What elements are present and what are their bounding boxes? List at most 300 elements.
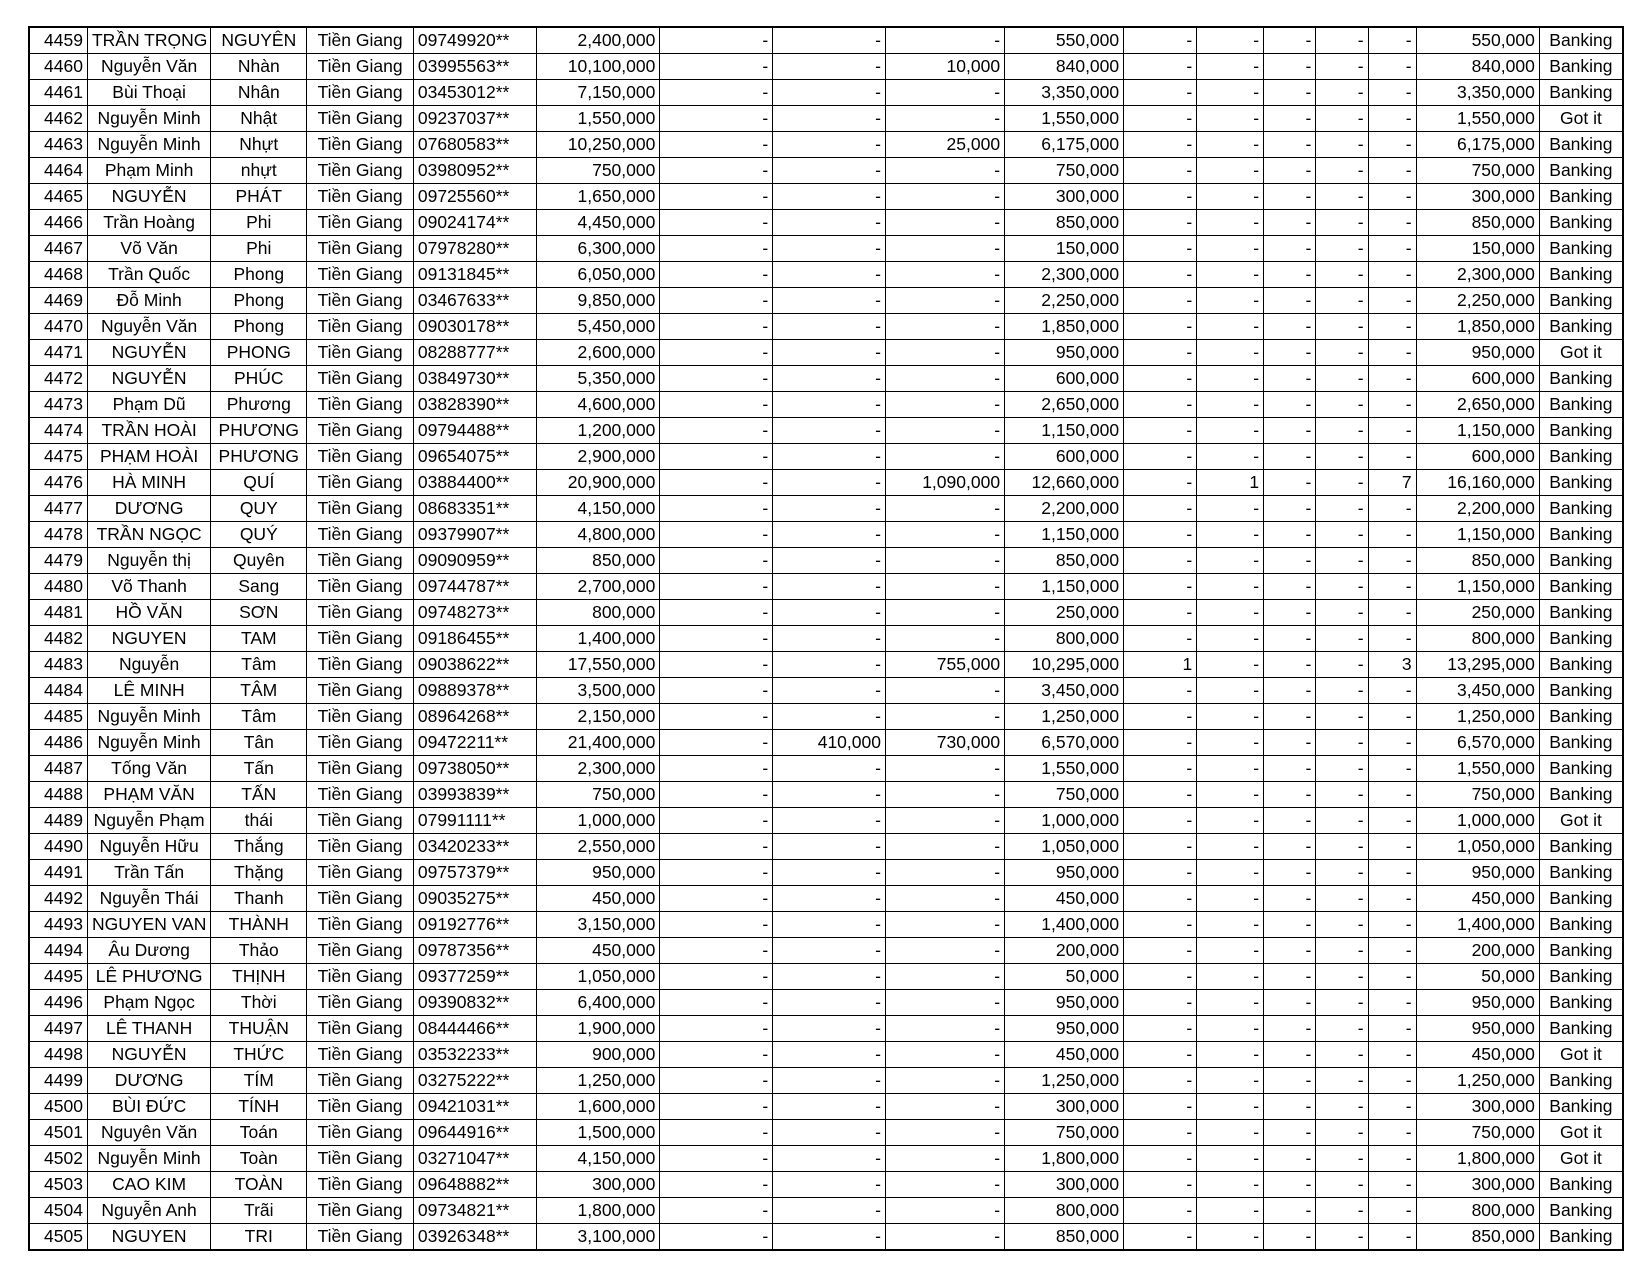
count-c-cell: - — [1264, 704, 1316, 730]
amount-final-cell: 1,400,000 — [1416, 912, 1539, 938]
amount-col-a-cell: - — [660, 938, 773, 964]
count-e-cell: - — [1368, 1068, 1416, 1094]
amount-total-cell: 750,000 — [537, 158, 660, 184]
count-e-cell: - — [1368, 54, 1416, 80]
count-c-cell: - — [1264, 444, 1316, 470]
phone-cell: 03993839** — [413, 782, 536, 808]
count-c-cell: - — [1264, 600, 1316, 626]
count-b-cell: - — [1197, 990, 1264, 1016]
amount-col-c-cell: - — [885, 938, 1004, 964]
amount-paid-cell: 1,550,000 — [1005, 756, 1124, 782]
payment-method-cell: Banking — [1539, 444, 1623, 470]
count-c-cell: - — [1264, 236, 1316, 262]
amount-col-b-cell: - — [773, 626, 886, 652]
count-d-cell: - — [1316, 600, 1368, 626]
first-name-cell: Thắng — [211, 834, 307, 860]
phone-cell: 03420233** — [413, 834, 536, 860]
amount-col-c-cell: 10,000 — [885, 54, 1004, 80]
last-name-cell: TRẦN HOÀI — [87, 418, 210, 444]
payment-method-cell: Banking — [1539, 574, 1623, 600]
amount-col-b-cell: - — [773, 522, 886, 548]
record-id-cell: 4464 — [29, 158, 87, 184]
amount-final-cell: 6,175,000 — [1416, 132, 1539, 158]
first-name-cell: Thặng — [211, 860, 307, 886]
count-b-cell: - — [1197, 1016, 1264, 1042]
province-cell: Tiền Giang — [307, 704, 414, 730]
count-d-cell: - — [1316, 1146, 1368, 1172]
phone-cell: 03849730** — [413, 366, 536, 392]
count-d-cell: - — [1316, 782, 1368, 808]
amount-final-cell: 50,000 — [1416, 964, 1539, 990]
count-e-cell: - — [1368, 1172, 1416, 1198]
amount-col-b-cell: - — [773, 704, 886, 730]
amount-paid-cell: 750,000 — [1005, 158, 1124, 184]
count-c-cell: - — [1264, 470, 1316, 496]
record-id-cell: 4500 — [29, 1094, 87, 1120]
count-a-cell: - — [1124, 1016, 1197, 1042]
first-name-cell: QUÝ — [211, 522, 307, 548]
first-name-cell: NGUYÊN — [211, 27, 307, 54]
count-a-cell: - — [1124, 340, 1197, 366]
count-e-cell: - — [1368, 340, 1416, 366]
count-e-cell: - — [1368, 1016, 1416, 1042]
payment-method-cell: Banking — [1539, 548, 1623, 574]
count-a-cell: - — [1124, 678, 1197, 704]
count-a-cell: - — [1124, 132, 1197, 158]
amount-final-cell: 2,650,000 — [1416, 392, 1539, 418]
payment-method-cell: Banking — [1539, 288, 1623, 314]
count-b-cell: - — [1197, 184, 1264, 210]
amount-col-c-cell: - — [885, 1042, 1004, 1068]
amount-final-cell: 300,000 — [1416, 1094, 1539, 1120]
amount-paid-cell: 1,000,000 — [1005, 808, 1124, 834]
last-name-cell: TRẦN NGỌC — [87, 522, 210, 548]
payment-method-cell: Banking — [1539, 1198, 1623, 1224]
province-cell: Tiền Giang — [307, 340, 414, 366]
payment-method-cell: Banking — [1539, 236, 1623, 262]
record-id-cell: 4491 — [29, 860, 87, 886]
province-cell: Tiền Giang — [307, 1042, 414, 1068]
last-name-cell: Bùi Thoại — [87, 80, 210, 106]
phone-cell: 09648882** — [413, 1172, 536, 1198]
amount-col-a-cell: - — [660, 808, 773, 834]
amount-col-a-cell: - — [660, 574, 773, 600]
count-b-cell: - — [1197, 80, 1264, 106]
phone-cell: 03926348** — [413, 1224, 536, 1251]
count-b-cell: - — [1197, 808, 1264, 834]
amount-col-c-cell: - — [885, 80, 1004, 106]
table-row — [29, 1146, 1623, 1172]
record-id-cell: 4467 — [29, 236, 87, 262]
amount-col-b-cell: - — [773, 210, 886, 236]
amount-total-cell: 4,150,000 — [537, 496, 660, 522]
province-cell: Tiền Giang — [307, 470, 414, 496]
amount-paid-cell: 12,660,000 — [1005, 470, 1124, 496]
count-e-cell: - — [1368, 782, 1416, 808]
count-c-cell: - — [1264, 418, 1316, 444]
first-name-cell: PHÁT — [211, 184, 307, 210]
last-name-cell: Phạm Dũ — [87, 392, 210, 418]
count-d-cell: - — [1316, 1120, 1368, 1146]
province-cell: Tiền Giang — [307, 886, 414, 912]
amount-col-b-cell: - — [773, 756, 886, 782]
amount-col-c-cell: - — [885, 496, 1004, 522]
amount-paid-cell: 1,150,000 — [1005, 522, 1124, 548]
amount-col-c-cell: - — [885, 1172, 1004, 1198]
count-a-cell: - — [1124, 808, 1197, 834]
count-a-cell: - — [1124, 1120, 1197, 1146]
last-name-cell: Trần Quốc — [87, 262, 210, 288]
phone-cell: 09889378** — [413, 678, 536, 704]
count-d-cell: - — [1316, 340, 1368, 366]
amount-total-cell: 300,000 — [537, 1172, 660, 1198]
record-id-cell: 4469 — [29, 288, 87, 314]
first-name-cell: Phi — [211, 236, 307, 262]
amount-final-cell: 1,250,000 — [1416, 704, 1539, 730]
payment-method-cell: Got it — [1539, 1042, 1623, 1068]
count-d-cell: - — [1316, 1094, 1368, 1120]
amount-paid-cell: 750,000 — [1005, 1120, 1124, 1146]
record-id-cell: 4486 — [29, 730, 87, 756]
count-e-cell: - — [1368, 522, 1416, 548]
record-id-cell: 4459 — [29, 27, 87, 54]
count-b-cell: - — [1197, 27, 1264, 54]
province-cell: Tiền Giang — [307, 262, 414, 288]
record-id-cell: 4504 — [29, 1198, 87, 1224]
amount-paid-cell: 950,000 — [1005, 340, 1124, 366]
province-cell: Tiền Giang — [307, 210, 414, 236]
count-b-cell: - — [1197, 522, 1264, 548]
province-cell: Tiền Giang — [307, 1224, 414, 1251]
count-e-cell: - — [1368, 1224, 1416, 1251]
phone-cell: 03884400** — [413, 470, 536, 496]
count-e-cell: - — [1368, 27, 1416, 54]
province-cell: Tiền Giang — [307, 626, 414, 652]
amount-col-a-cell: - — [660, 158, 773, 184]
table-row — [29, 236, 1623, 262]
payment-method-cell: Banking — [1539, 366, 1623, 392]
count-b-cell: - — [1197, 834, 1264, 860]
last-name-cell: Nguyễn Phạm — [87, 808, 210, 834]
amount-total-cell: 5,450,000 — [537, 314, 660, 340]
phone-cell: 03453012** — [413, 80, 536, 106]
count-c-cell: - — [1264, 1120, 1316, 1146]
first-name-cell: Nhàn — [211, 54, 307, 80]
amount-col-a-cell: - — [660, 340, 773, 366]
table-row — [29, 1120, 1623, 1146]
payment-method-cell: Banking — [1539, 54, 1623, 80]
count-d-cell: - — [1316, 1016, 1368, 1042]
last-name-cell: Nguyên Văn — [87, 1120, 210, 1146]
count-e-cell: - — [1368, 236, 1416, 262]
payment-method-cell: Banking — [1539, 262, 1623, 288]
record-id-cell: 4492 — [29, 886, 87, 912]
amount-col-b-cell: - — [773, 808, 886, 834]
amount-col-c-cell: - — [885, 522, 1004, 548]
phone-cell: 09192776** — [413, 912, 536, 938]
phone-cell: 03828390** — [413, 392, 536, 418]
amount-col-c-cell: - — [885, 600, 1004, 626]
phone-cell: 03995563** — [413, 54, 536, 80]
amount-final-cell: 450,000 — [1416, 1042, 1539, 1068]
count-a-cell: - — [1124, 236, 1197, 262]
amount-total-cell: 1,650,000 — [537, 184, 660, 210]
record-id-cell: 4489 — [29, 808, 87, 834]
last-name-cell: HÀ MINH — [87, 470, 210, 496]
last-name-cell: LÊ THANH — [87, 1016, 210, 1042]
first-name-cell: Tâm — [211, 704, 307, 730]
table-body — [29, 27, 1623, 1250]
amount-col-c-cell: - — [885, 314, 1004, 340]
amount-total-cell: 950,000 — [537, 860, 660, 886]
amount-total-cell: 6,400,000 — [537, 990, 660, 1016]
amount-final-cell: 1,550,000 — [1416, 106, 1539, 132]
province-cell: Tiền Giang — [307, 990, 414, 1016]
phone-cell: 08964268** — [413, 704, 536, 730]
table-row — [29, 522, 1623, 548]
amount-paid-cell: 850,000 — [1005, 548, 1124, 574]
count-a-cell: - — [1124, 1198, 1197, 1224]
first-name-cell: PHONG — [211, 340, 307, 366]
amount-final-cell: 950,000 — [1416, 860, 1539, 886]
amount-total-cell: 1,550,000 — [537, 106, 660, 132]
first-name-cell: PHƯƠNG — [211, 444, 307, 470]
amount-total-cell: 20,900,000 — [537, 470, 660, 496]
count-b-cell: - — [1197, 1146, 1264, 1172]
first-name-cell: Thời — [211, 990, 307, 1016]
record-id-cell: 4485 — [29, 704, 87, 730]
amount-paid-cell: 1,050,000 — [1005, 834, 1124, 860]
count-b-cell: - — [1197, 392, 1264, 418]
count-c-cell: - — [1264, 1146, 1316, 1172]
count-b-cell: - — [1197, 912, 1264, 938]
count-e-cell: - — [1368, 990, 1416, 1016]
table-row — [29, 288, 1623, 314]
amount-total-cell: 450,000 — [537, 886, 660, 912]
amount-final-cell: 1,550,000 — [1416, 756, 1539, 782]
first-name-cell: Phương — [211, 392, 307, 418]
record-id-cell: 4503 — [29, 1172, 87, 1198]
table-row — [29, 1068, 1623, 1094]
count-b-cell: - — [1197, 938, 1264, 964]
payment-method-cell: Banking — [1539, 886, 1623, 912]
count-e-cell: - — [1368, 1094, 1416, 1120]
amount-col-a-cell: - — [660, 782, 773, 808]
amount-paid-cell: 2,650,000 — [1005, 392, 1124, 418]
count-e-cell: - — [1368, 886, 1416, 912]
last-name-cell: Võ Văn — [87, 236, 210, 262]
payment-method-cell: Banking — [1539, 860, 1623, 886]
amount-col-c-cell: - — [885, 392, 1004, 418]
count-c-cell: - — [1264, 80, 1316, 106]
table-row — [29, 106, 1623, 132]
first-name-cell: TAM — [211, 626, 307, 652]
amount-col-a-cell: - — [660, 1068, 773, 1094]
amount-col-b-cell: - — [773, 288, 886, 314]
amount-col-b-cell: - — [773, 886, 886, 912]
count-a-cell: - — [1124, 860, 1197, 886]
phone-cell: 09749920** — [413, 27, 536, 54]
amount-total-cell: 1,050,000 — [537, 964, 660, 990]
amount-col-b-cell: - — [773, 1172, 886, 1198]
first-name-cell: TRI — [211, 1224, 307, 1251]
count-a-cell: - — [1124, 964, 1197, 990]
amount-col-a-cell: - — [660, 27, 773, 54]
count-c-cell: - — [1264, 886, 1316, 912]
count-a-cell: - — [1124, 574, 1197, 600]
payment-method-cell: Banking — [1539, 938, 1623, 964]
amount-total-cell: 4,450,000 — [537, 210, 660, 236]
record-id-cell: 4479 — [29, 548, 87, 574]
count-c-cell: - — [1264, 158, 1316, 184]
amount-paid-cell: 300,000 — [1005, 1172, 1124, 1198]
amount-final-cell: 2,300,000 — [1416, 262, 1539, 288]
count-d-cell: - — [1316, 470, 1368, 496]
count-e-cell: - — [1368, 496, 1416, 522]
count-a-cell: - — [1124, 106, 1197, 132]
province-cell: Tiền Giang — [307, 366, 414, 392]
phone-cell: 09186455** — [413, 626, 536, 652]
count-c-cell: - — [1264, 1042, 1316, 1068]
count-a-cell: - — [1124, 158, 1197, 184]
amount-col-a-cell: - — [660, 886, 773, 912]
province-cell: Tiền Giang — [307, 236, 414, 262]
table-row — [29, 626, 1623, 652]
amount-col-b-cell: - — [773, 470, 886, 496]
count-d-cell: - — [1316, 184, 1368, 210]
amount-col-b-cell: - — [773, 1016, 886, 1042]
amount-col-b-cell: - — [773, 1224, 886, 1251]
phone-cell: 09030178** — [413, 314, 536, 340]
amount-col-a-cell: - — [660, 1172, 773, 1198]
phone-cell: 09421031** — [413, 1094, 536, 1120]
count-c-cell: - — [1264, 626, 1316, 652]
table-row — [29, 704, 1623, 730]
first-name-cell: QUÍ — [211, 470, 307, 496]
last-name-cell: PHẠM HOÀI — [87, 444, 210, 470]
count-d-cell: - — [1316, 1172, 1368, 1198]
count-d-cell: - — [1316, 756, 1368, 782]
amount-col-b-cell: - — [773, 444, 886, 470]
table-row — [29, 54, 1623, 80]
count-a-cell: - — [1124, 600, 1197, 626]
table-row — [29, 1042, 1623, 1068]
first-name-cell: Phong — [211, 314, 307, 340]
count-e-cell: - — [1368, 600, 1416, 626]
amount-col-a-cell: - — [660, 236, 773, 262]
amount-total-cell: 5,350,000 — [537, 366, 660, 392]
payment-method-cell: Banking — [1539, 158, 1623, 184]
province-cell: Tiền Giang — [307, 964, 414, 990]
last-name-cell: NGUYEN VAN — [87, 912, 210, 938]
first-name-cell: TẤN — [211, 782, 307, 808]
amount-col-b-cell: - — [773, 80, 886, 106]
amount-col-a-cell: - — [660, 652, 773, 678]
amount-col-c-cell: - — [885, 262, 1004, 288]
table-row — [29, 808, 1623, 834]
phone-cell: 09794488** — [413, 418, 536, 444]
count-c-cell: - — [1264, 340, 1316, 366]
amount-col-a-cell: - — [660, 392, 773, 418]
payment-method-cell: Banking — [1539, 522, 1623, 548]
count-b-cell: - — [1197, 496, 1264, 522]
count-d-cell: - — [1316, 808, 1368, 834]
phone-cell: 09379907** — [413, 522, 536, 548]
amount-col-b-cell: - — [773, 366, 886, 392]
record-id-cell: 4462 — [29, 106, 87, 132]
count-e-cell: 7 — [1368, 470, 1416, 496]
amount-col-c-cell: - — [885, 808, 1004, 834]
record-id-cell: 4482 — [29, 626, 87, 652]
amount-col-a-cell: - — [660, 1094, 773, 1120]
count-b-cell: - — [1197, 574, 1264, 600]
amount-final-cell: 300,000 — [1416, 184, 1539, 210]
last-name-cell: Nguyễn Hữu — [87, 834, 210, 860]
count-e-cell: - — [1368, 964, 1416, 990]
amount-final-cell: 840,000 — [1416, 54, 1539, 80]
count-a-cell: - — [1124, 1146, 1197, 1172]
count-c-cell: - — [1264, 912, 1316, 938]
amount-col-a-cell: - — [660, 678, 773, 704]
amount-final-cell: 200,000 — [1416, 938, 1539, 964]
amount-final-cell: 3,350,000 — [1416, 80, 1539, 106]
amount-total-cell: 1,500,000 — [537, 1120, 660, 1146]
amount-col-c-cell: - — [885, 366, 1004, 392]
count-e-cell: - — [1368, 444, 1416, 470]
province-cell: Tiền Giang — [307, 834, 414, 860]
count-b-cell: - — [1197, 548, 1264, 574]
amount-paid-cell: 3,450,000 — [1005, 678, 1124, 704]
count-d-cell: - — [1316, 704, 1368, 730]
count-d-cell: - — [1316, 964, 1368, 990]
record-id-cell: 4472 — [29, 366, 87, 392]
amount-paid-cell: 300,000 — [1005, 184, 1124, 210]
amount-col-c-cell: - — [885, 756, 1004, 782]
last-name-cell: NGUYỄN — [87, 340, 210, 366]
record-id-cell: 4484 — [29, 678, 87, 704]
province-cell: Tiền Giang — [307, 1094, 414, 1120]
first-name-cell: THÀNH — [211, 912, 307, 938]
amount-col-b-cell: - — [773, 938, 886, 964]
province-cell: Tiền Giang — [307, 184, 414, 210]
province-cell: Tiền Giang — [307, 548, 414, 574]
count-d-cell: - — [1316, 262, 1368, 288]
count-b-cell: - — [1197, 418, 1264, 444]
count-b-cell: - — [1197, 964, 1264, 990]
first-name-cell: Nhựt — [211, 132, 307, 158]
table-row — [29, 496, 1623, 522]
payment-method-cell: Banking — [1539, 314, 1623, 340]
amount-col-a-cell: - — [660, 210, 773, 236]
payment-method-cell: Banking — [1539, 132, 1623, 158]
province-cell: Tiền Giang — [307, 782, 414, 808]
count-a-cell: 1 — [1124, 652, 1197, 678]
province-cell: Tiền Giang — [307, 678, 414, 704]
count-c-cell: - — [1264, 184, 1316, 210]
amount-paid-cell: 1,250,000 — [1005, 1068, 1124, 1094]
count-a-cell: - — [1124, 470, 1197, 496]
amount-col-b-cell: - — [773, 1068, 886, 1094]
count-e-cell: - — [1368, 938, 1416, 964]
amount-total-cell: 900,000 — [537, 1042, 660, 1068]
count-a-cell: - — [1124, 886, 1197, 912]
first-name-cell: Nhật — [211, 106, 307, 132]
count-b-cell: - — [1197, 886, 1264, 912]
amount-col-c-cell: - — [885, 1224, 1004, 1251]
amount-final-cell: 16,160,000 — [1416, 470, 1539, 496]
amount-final-cell: 750,000 — [1416, 782, 1539, 808]
last-name-cell: Nguyễn Thái — [87, 886, 210, 912]
